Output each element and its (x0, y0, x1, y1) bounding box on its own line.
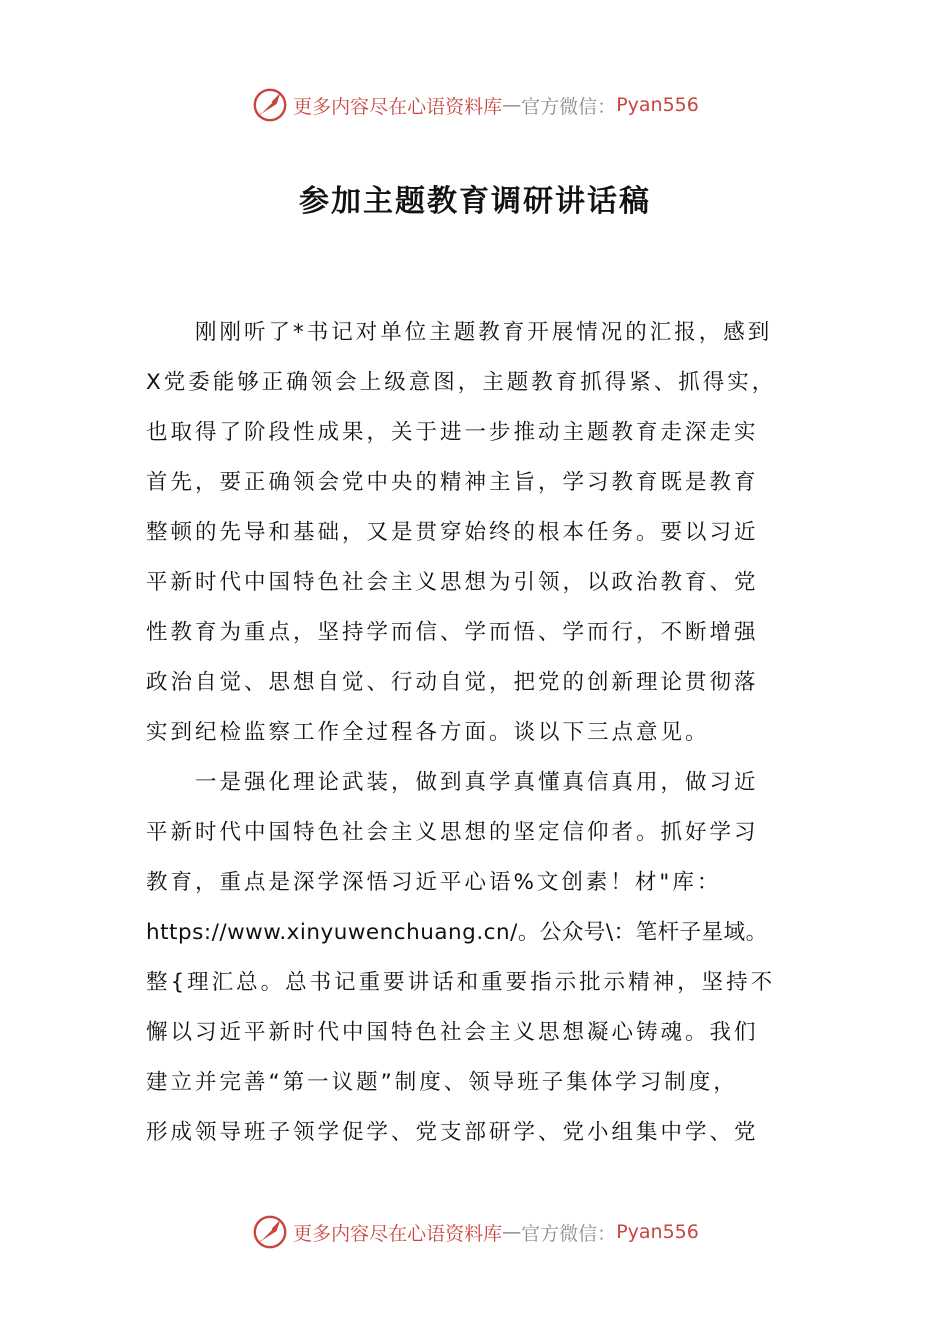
body-line: 性教育为重点，坚持学而信、学而悟、学而行，不断增强 (146, 620, 759, 645)
banner-account-label: 官方微信： (521, 1222, 617, 1245)
body-line-url: https://www.xinyuwenchuang.cn/。公众号\：笔杆子星域。 (146, 920, 768, 945)
body-line: 整{理汇总。总书记重要讲话和重要指示批示精神，坚持不 (146, 970, 776, 995)
body-line: 刚刚听了*书记对单位主题教育开展情况的汇报，感到 (146, 320, 773, 345)
quill-logo-icon (251, 86, 289, 124)
header-banner (0, 86, 950, 124)
quill-logo-icon (251, 1213, 289, 1251)
footer-banner (0, 1213, 950, 1251)
body-line: 建立并完善“第一议题”制度、领导班子集体学习制度， (146, 1070, 738, 1095)
banner-account-label: 官方微信： (521, 95, 617, 118)
body-line: 实到纪检监察工作全过程各方面。谈以下三点意见。 (146, 720, 710, 745)
body-line: 平新时代中国特色社会主义思想的坚定信仰者。抓好学习 (146, 820, 759, 845)
body-line: 首先，要正确领会党中央的精神主旨，学习教育既是教育 (146, 470, 759, 495)
document-title: 参加主题教育调研讲话稿 (299, 184, 651, 219)
banner-main-text: 更多内容尽在心语资料库 (293, 95, 503, 118)
body-line: 教育，重点是深学深悟习近平心语%文创素！材"库： (146, 870, 722, 895)
body-line: 整顿的先导和基础，又是贯穿始终的根本任务。要以习近 (146, 520, 759, 545)
banner-main-text: 更多内容尽在心语资料库 (293, 1222, 503, 1245)
body-line: X党委能够正确领会上级意图，主题教育抓得紧、抓得实， (146, 370, 777, 395)
document-body (146, 308, 806, 1158)
banner-account-id: Pyan556 (616, 1221, 699, 1243)
banner-account-id: Pyan556 (616, 94, 699, 116)
banner-dash: — (502, 94, 522, 116)
banner-dash: — (502, 1221, 522, 1243)
body-line: 形成领导班子领学促学、党支部研学、党小组集中学、党 (146, 1120, 759, 1145)
body-line: 也取得了阶段性成果，关于进一步推动主题教育走深走实 (146, 420, 759, 445)
body-line: 政治自觉、思想自觉、行动自觉，把党的创新理论贯彻落 (146, 670, 759, 695)
body-line: 一是强化理论武装，做到真学真懂真信真用，做习近 (146, 770, 759, 795)
body-line: 懈以习近平新时代中国特色社会主义思想凝心铸魂。我们 (146, 1020, 759, 1045)
body-line: 平新时代中国特色社会主义思想为引领，以政治教育、党 (146, 570, 759, 595)
